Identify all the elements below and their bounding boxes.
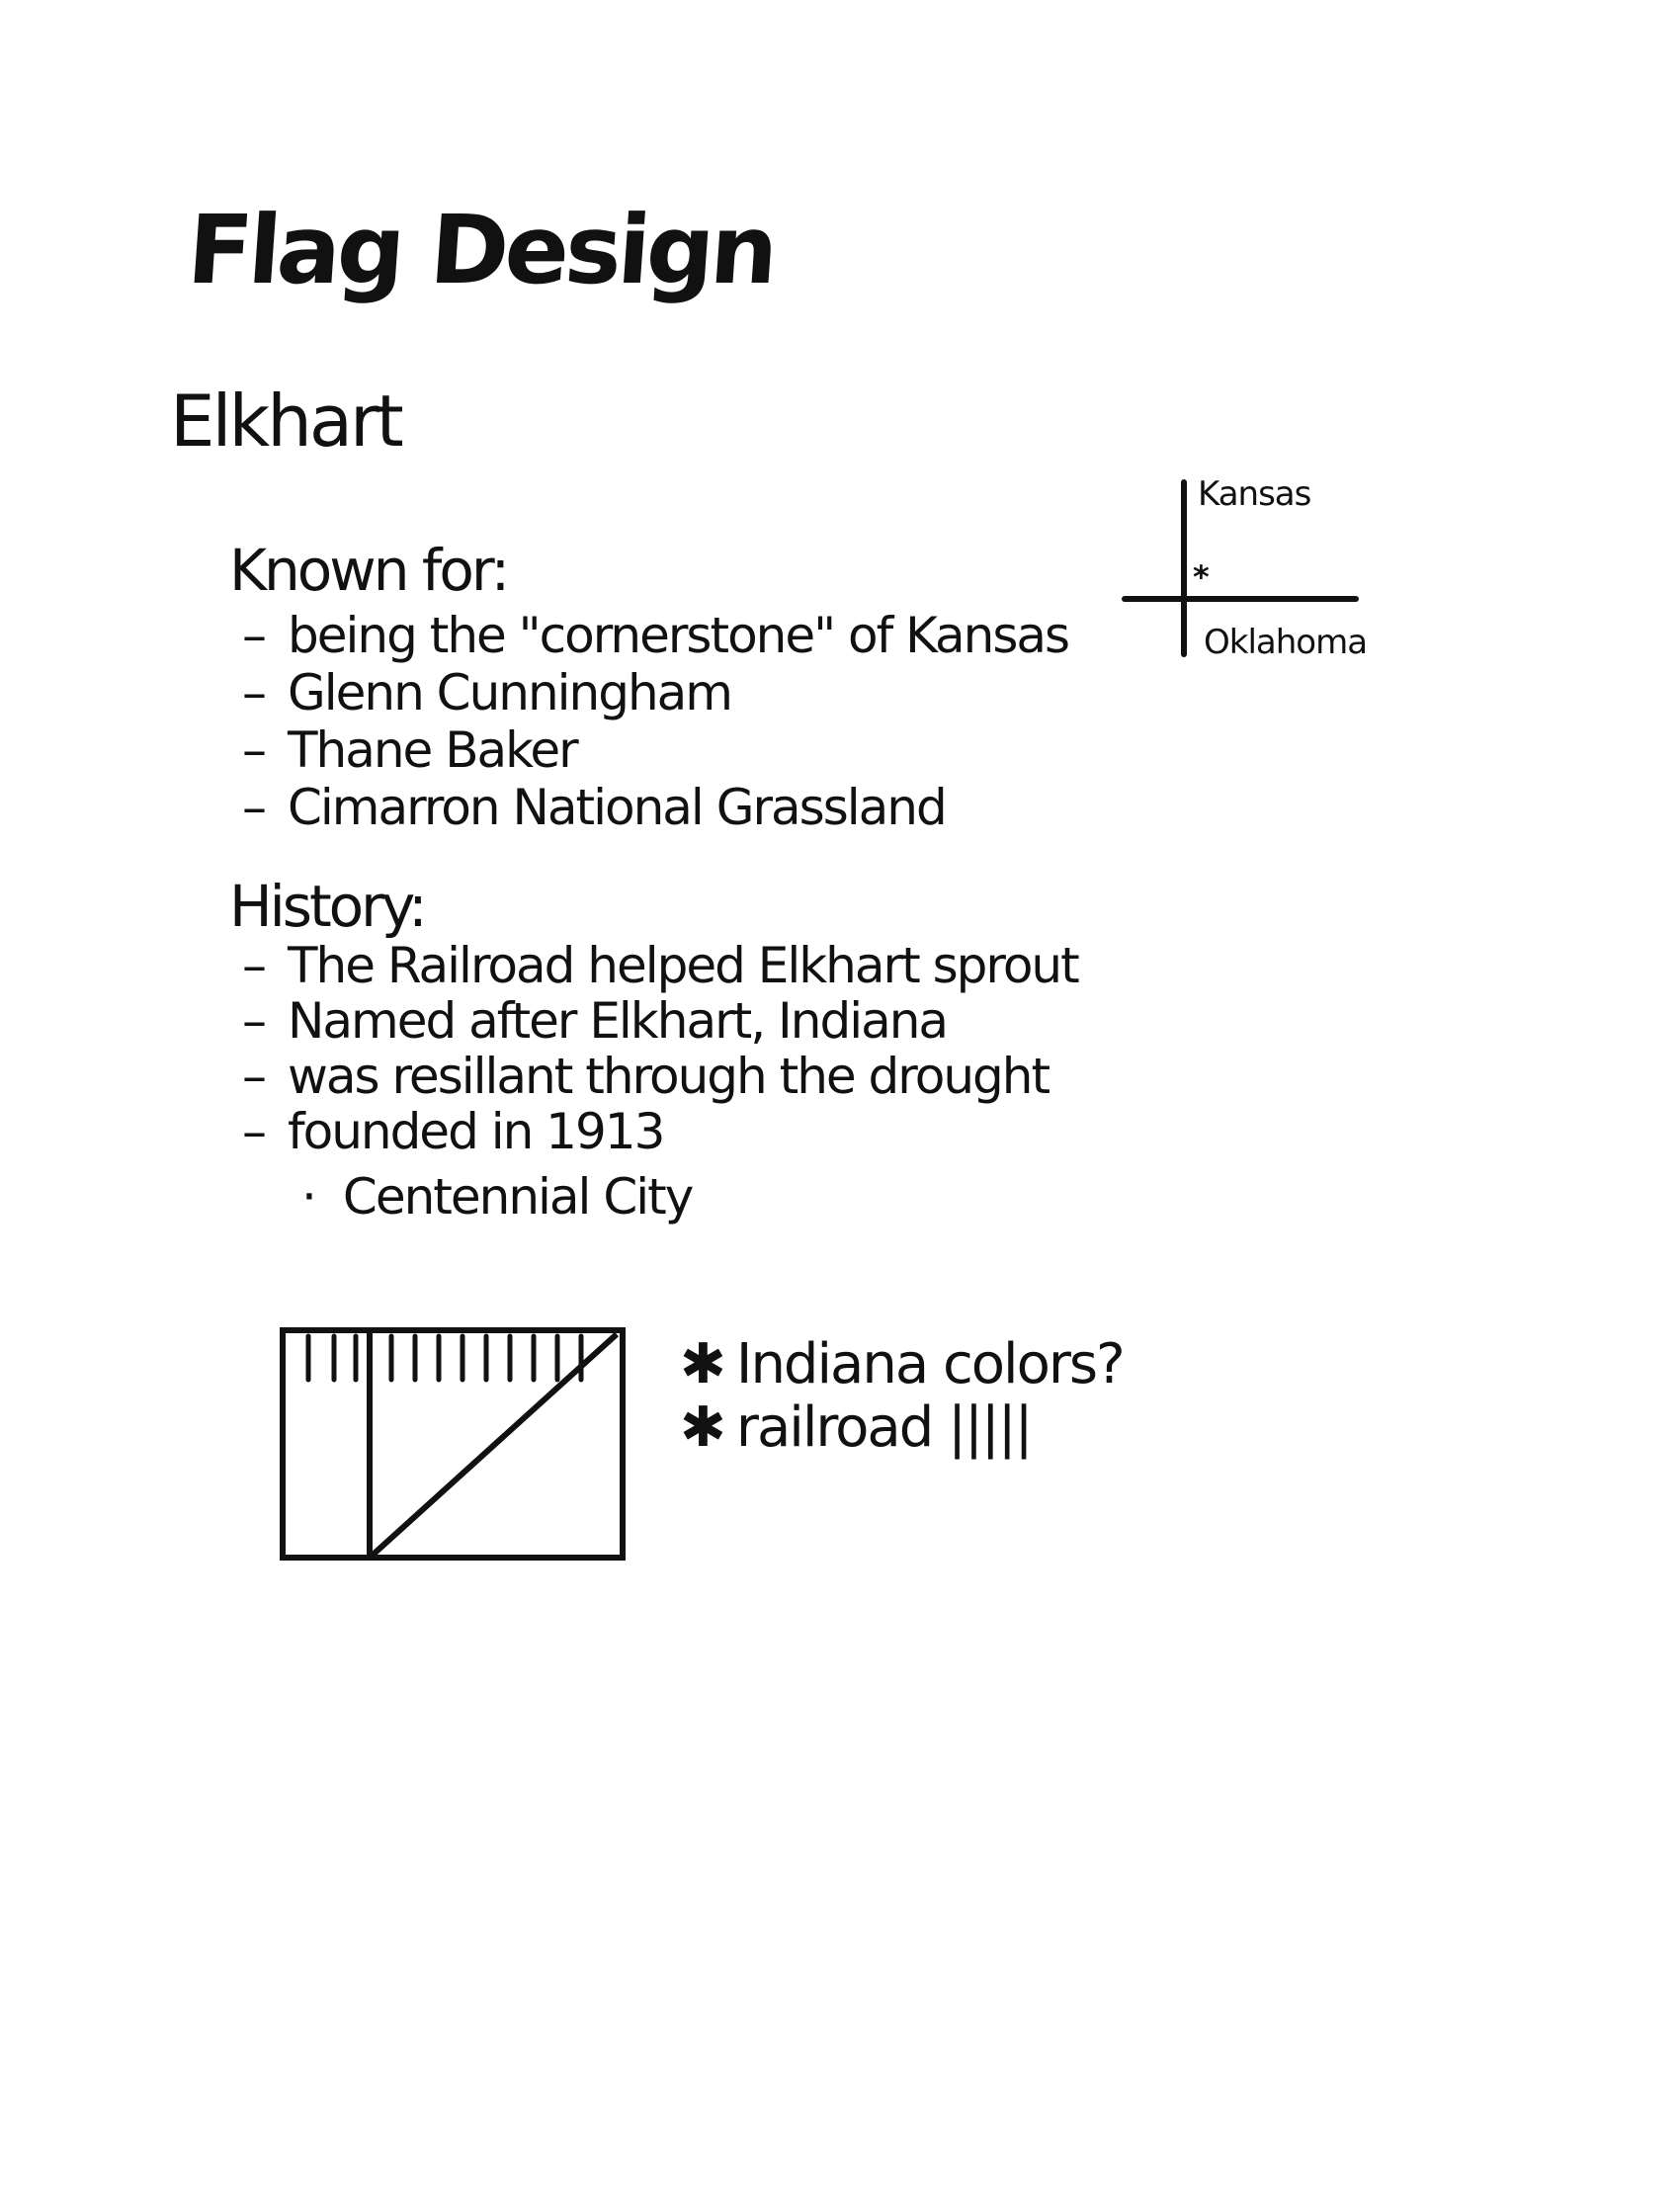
list-item: – being the "cornerstone" of Kansas [242,607,1069,664]
list-item: – Glenn Cunningham [242,664,732,721]
map-marker-icon: * [1193,558,1210,596]
list-item: – was resillant through the drought [242,1048,1050,1105]
list-item: – Thane Baker [242,721,577,779]
flag-railroad-ticks [308,1336,581,1380]
history-subitem: · Centennial City [301,1168,693,1226]
history-heading: History: [229,873,425,940]
note-indiana-colors: ✱ Indiana colors? [680,1332,1124,1396]
list-item: – Named after Elkhart, Indiana [242,992,948,1050]
note-railroad: ✱ railroad ||||| [680,1395,1032,1460]
city-name: Elkhart [170,380,401,463]
known-for-heading: Known for: [229,537,508,604]
asterisk-icon: ✱ [680,1395,724,1460]
map-label-oklahoma: Oklahoma [1204,623,1368,662]
list-item: – The Railroad helped Elkhart sprout [242,937,1078,994]
list-item: – Cimarron National Grassland [242,779,946,836]
asterisk-icon: ✱ [680,1332,724,1396]
map-label-kansas: Kansas [1198,474,1311,514]
page-title: Flag Design [184,195,779,305]
list-item: – founded in 1913 [242,1103,664,1160]
